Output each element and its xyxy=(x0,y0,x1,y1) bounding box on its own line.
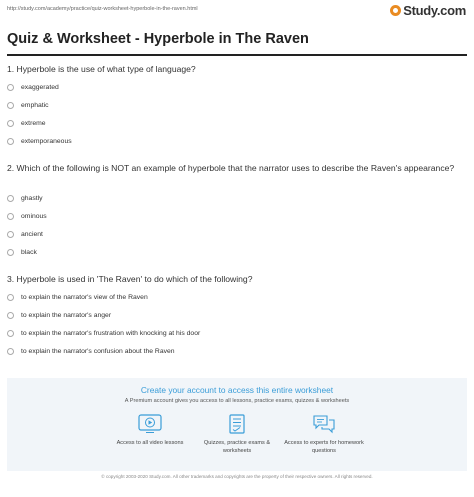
option-label: emphatic xyxy=(21,102,49,109)
question-2-option-1[interactable] xyxy=(7,195,43,202)
option-label: to explain the narrator's view of the Raven xyxy=(21,294,148,301)
radio-button[interactable] xyxy=(7,312,14,319)
question-2-option-2[interactable] xyxy=(7,213,47,220)
logo-text: Study.com xyxy=(403,3,466,18)
quiz-document-icon xyxy=(225,414,249,434)
option-label: exaggerated xyxy=(21,84,59,91)
radio-button[interactable] xyxy=(7,330,14,337)
premium-cta-panel xyxy=(7,378,467,471)
question-1-option-1[interactable] xyxy=(7,84,59,91)
feature-video-lessons xyxy=(105,414,195,448)
question-3-option-1[interactable] xyxy=(7,294,148,301)
option-label: to explain the narrator's confusion about the Raven xyxy=(21,348,175,355)
study-logo[interactable] xyxy=(390,3,466,18)
cta-subtitle: A Premium account gives you access to all lessons, practice exams, quizzes & worksheets xyxy=(124,398,350,404)
feature-experts xyxy=(279,414,369,455)
feature-label: Access to experts for homework questions xyxy=(284,440,364,454)
option-label: to explain the narrator's frustration with knocking at his door xyxy=(21,330,201,337)
radio-button[interactable] xyxy=(7,195,14,202)
feature-quizzes xyxy=(192,414,282,455)
radio-button[interactable] xyxy=(7,84,14,91)
option-label: extemporaneous xyxy=(21,138,72,145)
option-label: to explain the narrator's anger xyxy=(21,312,112,319)
cta-title[interactable]: Create your account to access this entire worksheet xyxy=(140,385,334,395)
title-divider xyxy=(7,54,467,56)
question-1-text: 1. Hyperbole is the use of what type of language? xyxy=(7,64,196,74)
question-3-text: 3. Hyperbole is used in 'The Raven' to do which of the following? xyxy=(7,274,253,284)
option-label: black xyxy=(21,249,37,256)
copyright-footer: © copyright 2003-2020 Study.com. All other trademarks and copyrights are the property of their respective owners. All rights reserved. xyxy=(101,474,373,479)
radio-button[interactable] xyxy=(7,294,14,301)
radio-button[interactable] xyxy=(7,249,14,256)
question-3-option-2[interactable] xyxy=(7,312,111,319)
radio-button[interactable] xyxy=(7,213,14,220)
question-1-option-2[interactable] xyxy=(7,102,49,109)
radio-button[interactable] xyxy=(7,231,14,238)
question-2-option-3[interactable] xyxy=(7,231,43,238)
question-2-text: 2. Which of the following is NOT an example of hyperbole that the narrator uses to describe the Raven's appearance? xyxy=(7,163,455,173)
page-title: Quiz & Worksheet - Hyperbole in The Raven xyxy=(7,31,309,47)
option-label: ghastly xyxy=(21,195,43,202)
radio-button[interactable] xyxy=(7,120,14,127)
study-logo-icon xyxy=(390,5,401,16)
chat-bubbles-icon xyxy=(312,414,336,434)
question-1-option-3[interactable] xyxy=(7,120,46,127)
question-3-option-3[interactable] xyxy=(7,330,200,337)
feature-label: Access to all video lessons xyxy=(116,440,184,446)
radio-button[interactable] xyxy=(7,348,14,355)
radio-button[interactable] xyxy=(7,102,14,109)
option-label: ominous xyxy=(21,213,47,220)
option-label: ancient xyxy=(21,231,43,238)
question-1-option-4[interactable] xyxy=(7,138,72,145)
question-2-option-4[interactable] xyxy=(7,249,37,256)
question-3-option-4[interactable] xyxy=(7,348,175,355)
radio-button[interactable] xyxy=(7,138,14,145)
page-url: http://study.com/academy/practice/quiz-worksheet-hyperbole-in-the-raven.html xyxy=(7,6,198,12)
feature-label: Quizzes, practice exams & worksheets xyxy=(203,440,271,454)
video-play-icon xyxy=(138,414,162,434)
option-label: extreme xyxy=(21,120,46,127)
